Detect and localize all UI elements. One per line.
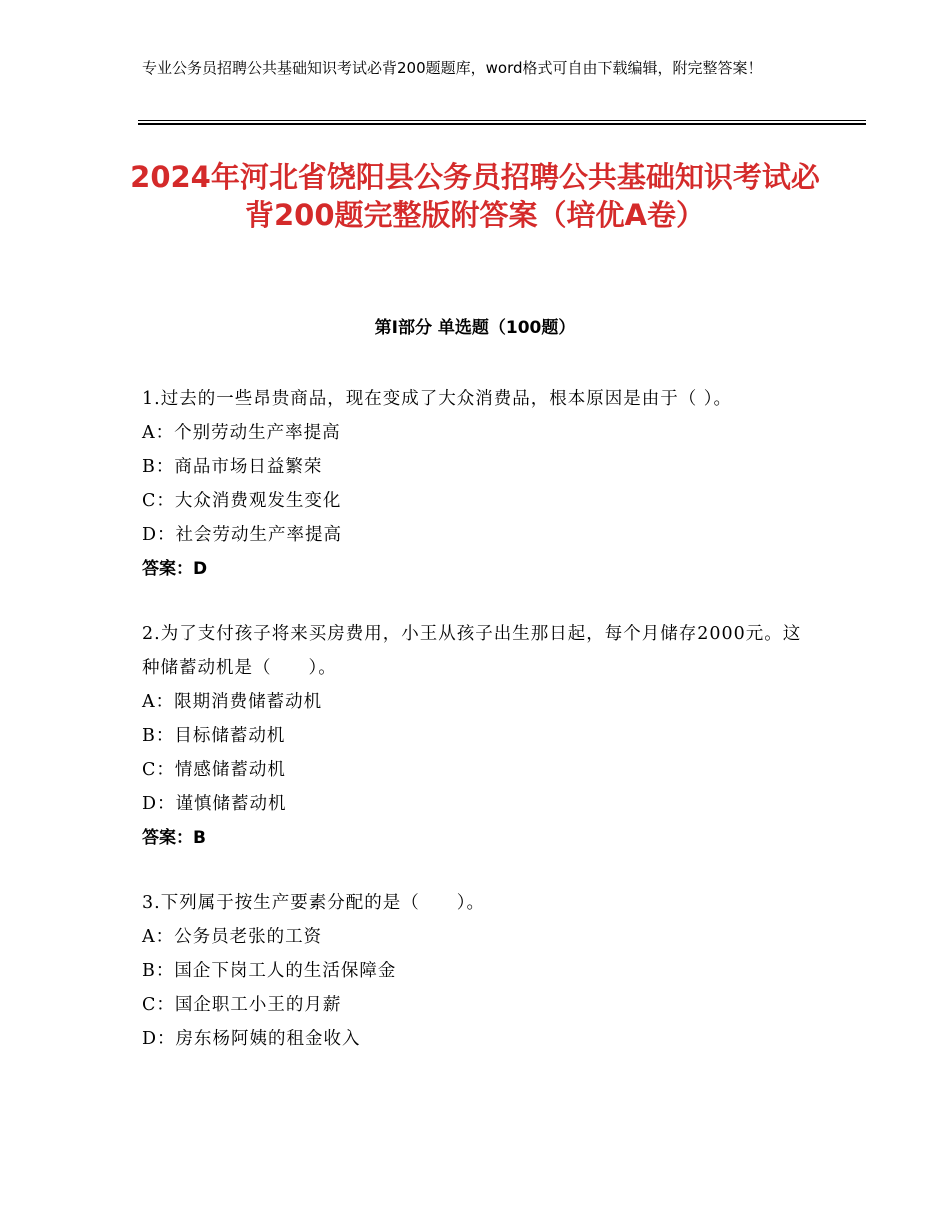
question-3 — [142, 886, 812, 1056]
question-stem: 2.为了支付孩子将来买房费用，小王从孩子出生那日起，每个月储存2000元。这种储蓄动机是（ ）。 — [142, 624, 802, 678]
question-stem: 1.过去的一些昂贵商品，现在变成了大众消费品，根本原因是由于（ ）。 — [142, 389, 733, 409]
question-stem: 3.下列属于按生产要素分配的是（ ）。 — [142, 893, 485, 913]
option-c: C：国企职工小王的月薪 — [142, 995, 342, 1015]
header-note: 专业公务员招聘公共基础知识考试必背200题题库，word格式可自由下载编辑，附完整答案！ — [142, 59, 763, 77]
answer: 答案：D — [142, 559, 208, 579]
question-2 — [142, 617, 812, 855]
option-c: C：大众消费观发生变化 — [142, 491, 342, 511]
option-a: A：限期消费储蓄动机 — [142, 692, 323, 712]
option-d: D：房东杨阿姨的租金收入 — [142, 1029, 361, 1049]
option-a: A：个别劳动生产率提高 — [142, 423, 341, 443]
header-rule-thin — [138, 120, 866, 121]
option-b: B：国企下岗工人的生活保障金 — [142, 961, 397, 981]
option-b: B：商品市场日益繁荣 — [142, 457, 323, 477]
option-d: D：社会劳动生产率提高 — [142, 525, 343, 545]
question-list — [142, 382, 812, 1087]
option-b: B：目标储蓄动机 — [142, 726, 286, 746]
header-rule-thick — [138, 123, 866, 125]
option-c: C：情感储蓄动机 — [142, 760, 286, 780]
section-heading: 第I部分 单选题（100题） — [374, 318, 576, 338]
document-title: 2024年河北省饶阳县公务员招聘公共基础知识考试必背200题完整版附答案（培优A卷） — [130, 160, 820, 232]
question-1 — [142, 382, 812, 586]
answer: 答案：B — [142, 828, 206, 848]
option-a: A：公务员老张的工资 — [142, 927, 323, 947]
option-d: D：谨慎储蓄动机 — [142, 794, 287, 814]
